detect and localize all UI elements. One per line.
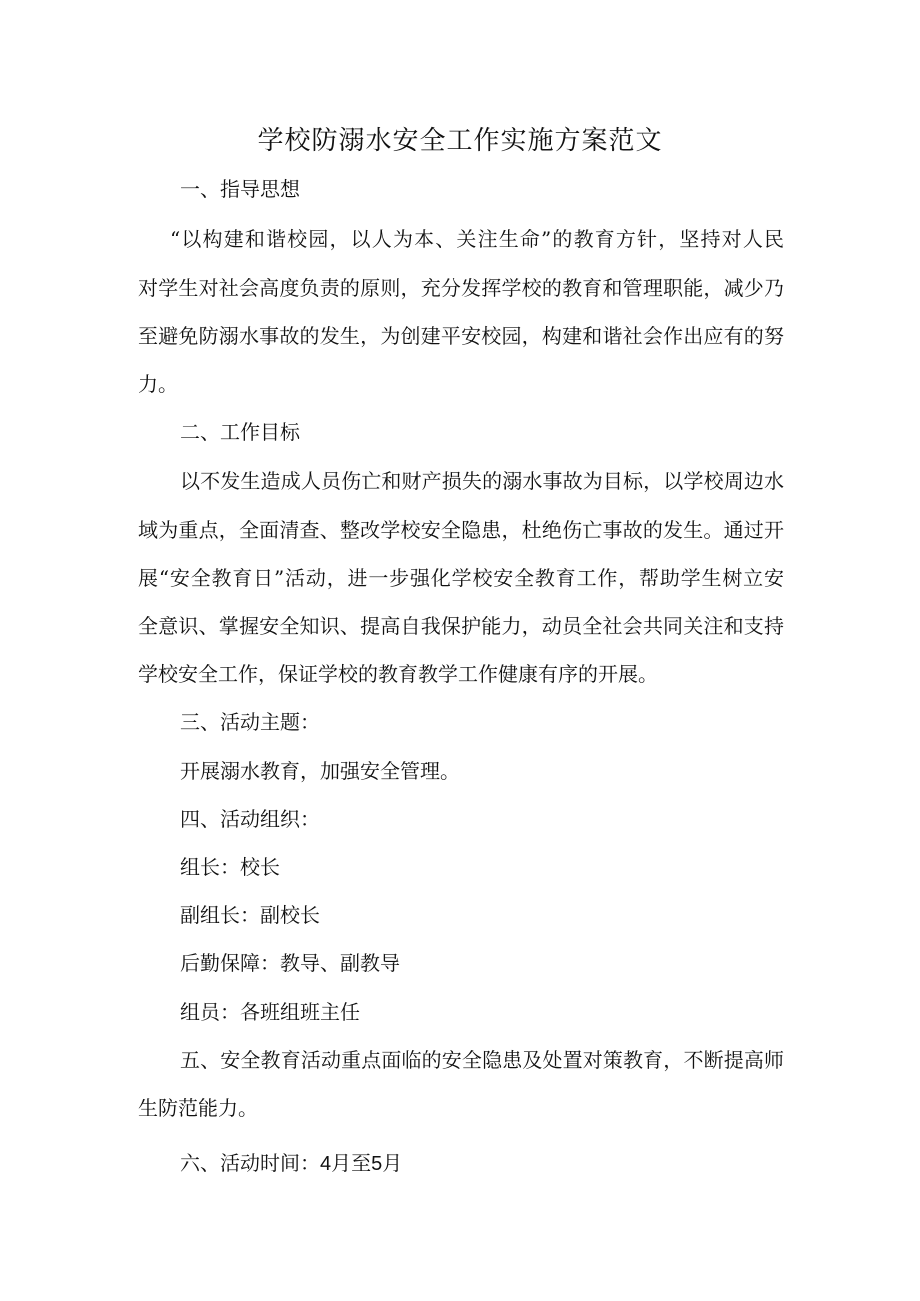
section-heading-activity-organization: 四、活动组织：	[180, 807, 320, 831]
activity-time-prefix: 六、活动时间：	[180, 1151, 320, 1175]
organization-line: 组员：各班组班主任	[180, 1000, 360, 1024]
activity-time-suffix: 月	[382, 1151, 403, 1175]
activity-time-to: 月至	[331, 1151, 372, 1175]
section-heading-work-goal: 二、工作目标	[180, 420, 300, 444]
paragraph-line: 全意识、掌握安全知识、提高自我保护能力，动员全社会共同关注和支持	[138, 614, 784, 638]
paragraph-line: 生防范能力。	[138, 1096, 258, 1120]
paragraph-line: 域为重点，全面清查、整改学校安全隐患，杜绝伤亡事故的发生。通过开	[138, 518, 784, 542]
activity-time-start-month: 4	[320, 1153, 332, 1175]
paragraph-line: 至避免防溺水事故的发生，为创建平安校园，构建和谐社会作出应有的努	[138, 324, 784, 348]
section-heading-safety-education: 五、安全教育活动重点面临的安全隐患及处置对策教育，不断提高师	[180, 1048, 784, 1072]
paragraph-line: 开展溺水教育，加强安全管理。	[180, 759, 460, 783]
organization-line: 组长：校长	[180, 855, 280, 879]
section-heading-activity-theme: 三、活动主题：	[180, 710, 320, 734]
organization-line: 副组长：副校长	[180, 903, 320, 927]
section-heading-activity-time	[180, 1148, 402, 1179]
document-title: 学校防溺水安全工作实施方案范文	[257, 126, 663, 156]
paragraph-line: 学校安全工作，保证学校的教育教学工作健康有序的开展。	[138, 662, 658, 686]
section-heading-guiding-thought: 一、指导思想	[180, 177, 300, 201]
organization-line: 后勤保障：教导、副教导	[180, 951, 400, 975]
paragraph-line: 力。	[138, 372, 178, 396]
activity-time-end-month: 5	[371, 1153, 383, 1175]
paragraph-line: 以不发生造成人员伤亡和财产损失的溺水事故为目标，以学校周边水	[180, 469, 784, 493]
paragraph-line: 对学生对社会高度负责的原则，充分发挥学校的教育和管理职能，减少乃	[138, 276, 784, 300]
paragraph-line: 展“安全教育日”活动，进一步强化学校安全教育工作，帮助学生树立安	[138, 566, 784, 590]
paragraph-line: “以构建和谐校园，以人为本、关注生命”的教育方针，坚持对人民	[170, 227, 784, 251]
